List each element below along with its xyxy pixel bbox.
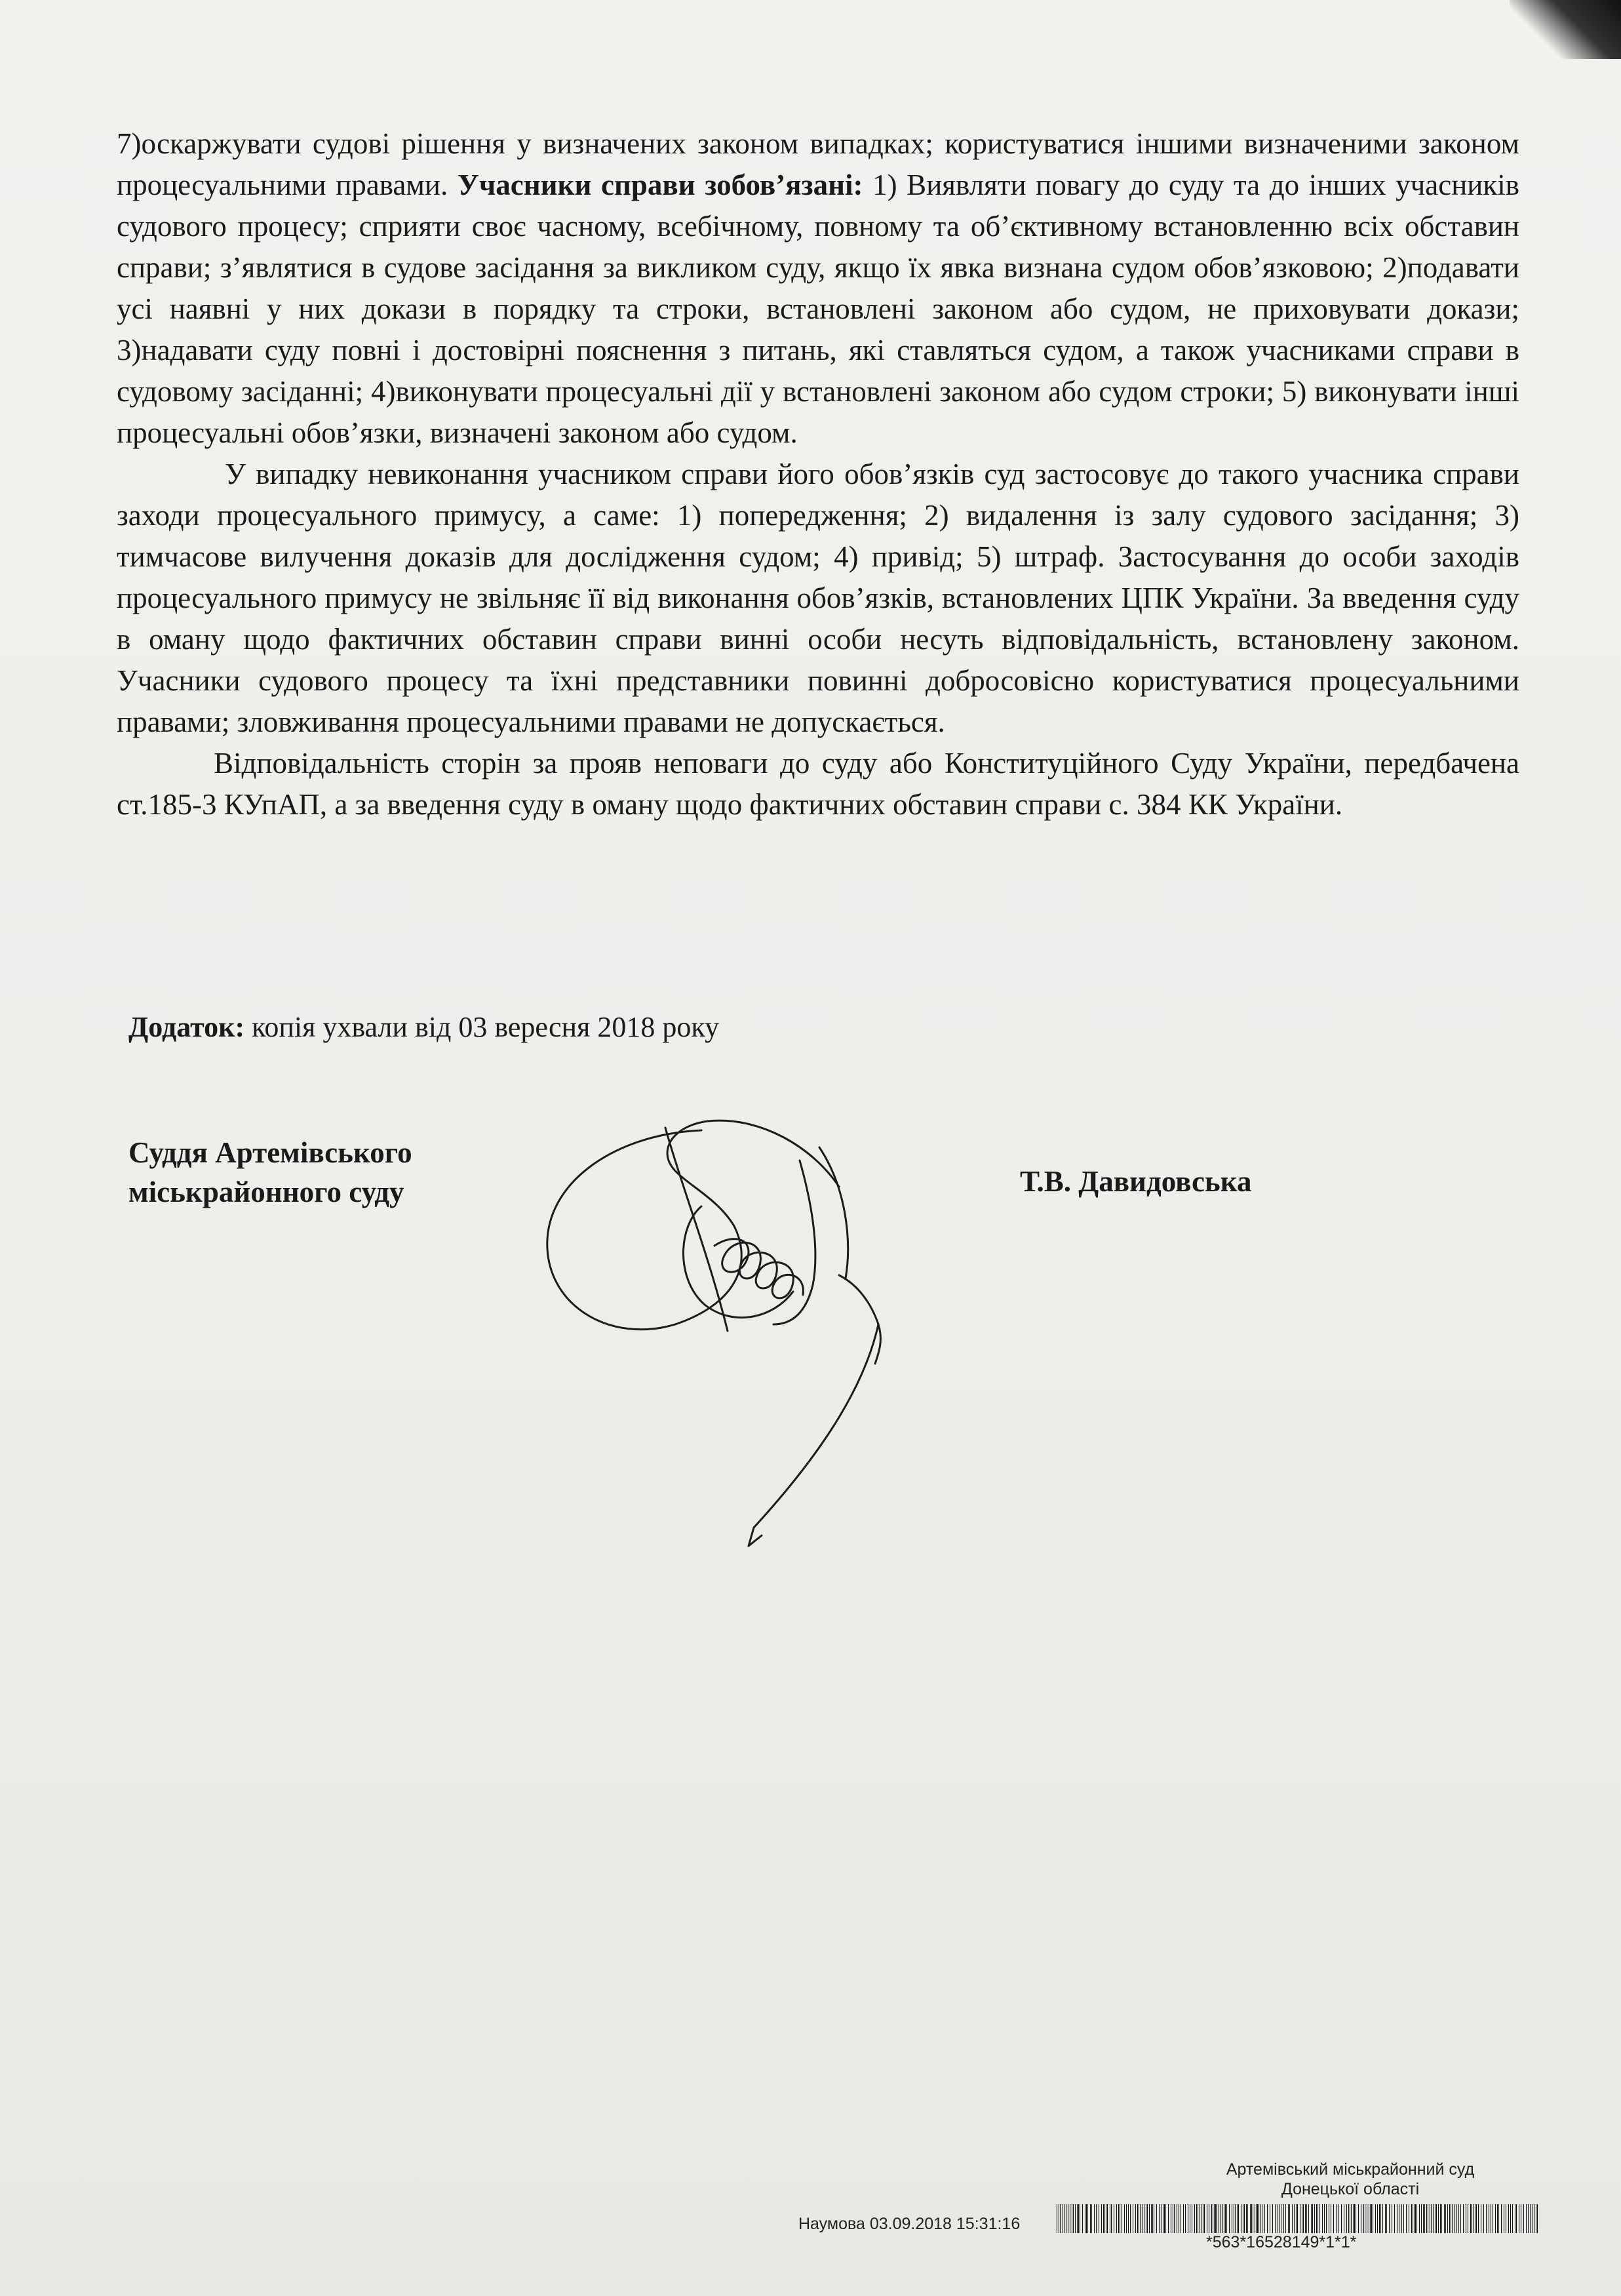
judge-title: Суддя Артемівського міськрайонного суду [128,1136,412,1208]
barcode-bar [1235,2204,1236,2233]
barcode-bar [1306,2204,1307,2233]
barcode-bar [1140,2204,1141,2233]
barcode-bar [1128,2204,1129,2233]
duties-heading: Учасники справи зобов’язані: [457,168,863,201]
barcode-bar [1319,2204,1320,2233]
barcode-bar [1431,2204,1432,2233]
barcode-bar [1403,2204,1404,2233]
barcode-bar [1379,2204,1380,2233]
court-stamp: Артемівський міськрайонний суд Донецької області [1226,2160,1475,2198]
barcode-bar [1394,2204,1395,2233]
barcode-bar [1130,2204,1131,2233]
barcode-bar [1497,2204,1498,2233]
barcode-bar [1211,2204,1212,2233]
barcode-bar [1495,2204,1496,2233]
judge-name: Т.В. Давидовська [1020,1165,1252,1198]
barcode-bar [1244,2204,1245,2233]
barcode-bar [1135,2204,1136,2233]
barcode-bar [1165,2204,1166,2233]
barcode-bar [1436,2204,1437,2233]
barcode-bar [1438,2204,1439,2233]
barcode-bar [1406,2204,1407,2233]
barcode-bar [1086,2204,1087,2233]
barcode-bar [1463,2204,1464,2233]
barcode-bar [1424,2204,1425,2233]
barcode-bar [1433,2204,1434,2233]
barcode-bar [1314,2204,1315,2233]
barcode-bar [1382,2204,1383,2233]
barcode-bar [1251,2204,1252,2233]
scan-corner-shadow [1510,0,1621,59]
barcode-bar [1312,2204,1313,2233]
barcode-bar [1316,2204,1317,2233]
barcode-bar [1075,2204,1076,2233]
barcode-number: *563*16528149*1*1* [1206,2233,1357,2251]
barcode-bar [1370,2204,1371,2233]
barcode-bar [1523,2204,1524,2233]
barcode-bar [1156,2204,1157,2233]
barcode-bar [1311,2204,1312,2233]
barcode-bar [1215,2204,1217,2233]
barcode-bar [1322,2204,1323,2233]
barcode-bar [1421,2204,1422,2233]
barcode-bar [1174,2204,1175,2233]
paragraph-coercion: У випадку невиконання учасником справи його обов’язків суд застосовує до такого учасника справи заходи процесуального примусу, а саме: 1) попередження; 2) видалення із залу судового засідання; 3) тимчасове вилучення доказів для дослідження судом; 4) привід; 5) штраф. Застосування до особи заходів процесуального примусу не звільняє її від виконання обов’язків, встановлених ЦПК України. За введення суду в оману щодо фактичних обставин справи винні особи несуть відповідальність, встановлену законом. Учасники судового процесу та їхні представники повинні добросовісно користуватися процесуальними правами; зловживання процесуальними правами не допускається. [117,458,1519,738]
registration-stamp: Наумова 03.09.2018 15:31:16 [798,2215,1021,2233]
barcode-bar [1498,2204,1499,2233]
barcode-bar [1363,2204,1364,2233]
appendix-text: копія ухвали від 03 вересня 2018 року [244,1011,720,1043]
barcode-bar [1220,2204,1221,2233]
barcode [1055,2204,1540,2233]
barcode-bar [1353,2204,1354,2233]
barcode-bar [1303,2204,1304,2233]
barcode-bar [1530,2204,1531,2233]
barcode-bar [1351,2204,1352,2233]
barcode-bar [1225,2204,1226,2233]
barcode-bar [1510,2204,1511,2233]
barcode-bar [1486,2204,1487,2233]
barcode-bar [1441,2204,1442,2233]
barcode-bar [1478,2204,1479,2233]
barcode-bar [1077,2204,1078,2233]
barcode-bar [1341,2204,1342,2233]
barcode-bar [1264,2204,1265,2233]
barcode-bar [1292,2204,1293,2233]
barcode-bar [1082,2204,1083,2233]
barcode-bar [1308,2204,1309,2233]
barcode-bar [1385,2204,1386,2233]
barcode-bar [1214,2204,1215,2233]
barcode-bar [1289,2204,1290,2233]
barcode-bar [1091,2204,1092,2233]
barcode-bar [1196,2204,1197,2233]
barcode-bar [1458,2204,1459,2233]
barcode-bar [1460,2204,1461,2233]
barcode-bar [1483,2204,1484,2233]
barcode-bar [1257,2204,1259,2233]
barcode-bar [1512,2204,1513,2233]
barcode-bar [1449,2204,1450,2233]
barcode-bar [1296,2204,1297,2233]
barcode-bar [1183,2204,1184,2233]
barcode-bar [1103,2204,1104,2233]
barcode-bar [1073,2204,1074,2233]
barcode-bar [1426,2204,1427,2233]
barcode-bar [1326,2204,1327,2233]
barcode-bar [1297,2204,1298,2233]
paragraph-liability: Відповідальність сторін за прояв неповаги до суду або Конституційного Суду України, передбачена ст.185-3 КУпАП, а за введення суду в оману щодо фактичних обставин справи с. 384 КК України. [117,747,1519,821]
document-body [117,123,1519,825]
barcode-bar [1415,2204,1416,2233]
barcode-bar [1348,2204,1349,2233]
barcode-bar [1386,2204,1387,2233]
barcode-bar [1456,2204,1457,2233]
barcode-bar [1222,2204,1223,2233]
barcode-bar [1152,2204,1153,2233]
barcode-bar [1416,2204,1417,2233]
barcode-bar [1151,2204,1152,2233]
barcode-bar [1238,2204,1239,2233]
barcode-bar [1294,2204,1295,2233]
barcode-bar [1371,2204,1372,2233]
barcode-bar [1116,2204,1117,2233]
barcode-bar [1285,2204,1286,2233]
barcode-bar [1375,2204,1376,2233]
barcode-bar [1164,2204,1165,2233]
barcode-bar [1526,2204,1527,2233]
barcode-bar [1159,2204,1160,2233]
barcode-bar [1149,2204,1150,2233]
barcode-bar [1358,2204,1359,2233]
barcode-bar [1354,2204,1355,2233]
barcode-bar [1250,2204,1251,2233]
paragraph-rights-duties: 7)оскаржувати судові рішення у визначених законом випадках; користуватися іншими визначеними законом процесуальними правами. Учасники справи зобов’язані: 1) Виявляти повагу до суду та до інших учасників судового процесу; сприяти своє часному, всебічному, повному та об’єктивному встановленню всіх обставин справи; з’являтися в судове засідання за викликом суду, якщо їх явка визнана судом обов’язковою; 2)подавати усі наявні у них докази в порядку та строки, встановлені законом або судом, не приховувати докази; 3)надавати суду повні і достовірні пояснення з питань, які ставляться судом, а також учасниками справи в судовому засіданні; 4)виконувати процесуальні дії у встановлені законом або судом строки; 5) виконувати інші процесуальні обов’язки, визначені законом або судом. [117,127,1519,449]
appendix-line [128,1008,719,1046]
barcode-bar [1528,2204,1529,2233]
barcode-bar [1283,2204,1284,2233]
barcode-bar [1185,2204,1186,2233]
barcode-bar [1288,2204,1289,2233]
barcode-bar [1454,2204,1455,2233]
barcode-bar [1101,2204,1102,2233]
appendix-label: Додаток: [128,1011,245,1043]
barcode-bar [1279,2204,1280,2233]
barcode-bar [1272,2204,1273,2233]
barcode-bar [1447,2204,1448,2233]
barcode-bar [1256,2204,1257,2233]
barcode-bar [1060,2204,1061,2233]
barcode-bar [1476,2204,1477,2233]
barcode-bar [1324,2204,1325,2233]
barcode-bar [1090,2204,1091,2233]
barcode-bar [1246,2204,1247,2233]
barcode-bar [1226,2204,1227,2233]
judge-signature [537,1108,957,1554]
barcode-bar [1470,2204,1472,2233]
barcode-bar [1336,2204,1337,2233]
barcode-bar [1087,2204,1088,2233]
barcode-bar [1137,2204,1138,2233]
barcode-bar [1260,2204,1261,2233]
barcode-bar [1168,2204,1169,2233]
barcode-bar [1473,2204,1474,2233]
barcode-bar [1267,2204,1268,2233]
barcode-bar [1501,2204,1502,2233]
barcode-bar [1346,2204,1347,2233]
barcode-bar [1275,2204,1276,2233]
barcode-bar [1452,2204,1453,2233]
barcode-bar [1078,2204,1079,2233]
barcode-bar [1516,2204,1517,2233]
barcode-bar [1419,2204,1420,2233]
barcode-bar [1124,2204,1125,2233]
barcode-bar [1247,2204,1248,2233]
barcode-bar [1440,2204,1441,2233]
barcode-bar [1389,2204,1390,2233]
barcode-bar [1380,2204,1381,2233]
barcode-bar [1414,2204,1415,2233]
barcode-bar [1107,2204,1108,2233]
barcode-bar [1147,2204,1148,2233]
barcode-bar [1333,2204,1334,2233]
barcode-bar [1237,2204,1238,2233]
barcode-bar [1104,2204,1105,2233]
barcode-bar [1445,2204,1446,2233]
barcode-bar [1126,2204,1127,2233]
barcode-bar [1423,2204,1424,2233]
barcode-bar [1338,2204,1339,2233]
barcode-bar [1444,2204,1445,2233]
barcode-bar [1204,2204,1205,2233]
barcode-bar [1094,2204,1095,2233]
barcode-bar [1096,2204,1097,2233]
barcode-bar [1111,2204,1112,2233]
barcode-bar [1401,2204,1402,2233]
barcode-bar [1377,2204,1378,2233]
barcode-bar [1118,2204,1119,2233]
barcode-bar [1229,2204,1230,2233]
barcode-bar [1305,2204,1306,2233]
barcode-bar [1194,2204,1195,2233]
barcode-bar [1411,2204,1412,2233]
barcode-bar [1508,2204,1509,2233]
barcode-bar [1537,2204,1538,2233]
